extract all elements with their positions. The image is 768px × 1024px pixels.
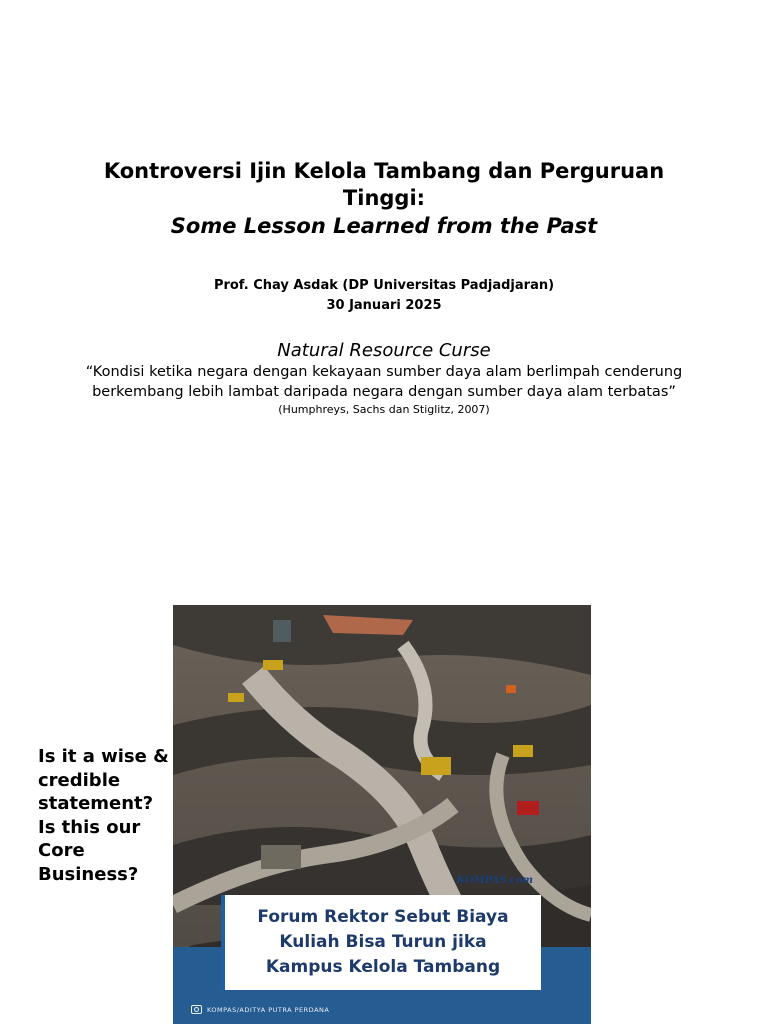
headline-line: Forum Rektor Sebut Biaya <box>257 907 509 927</box>
citation: (Humphreys, Sachs dan Stiglitz, 2007) <box>278 403 490 416</box>
question-text <box>38 745 178 886</box>
kompas-logo: KOMPAS.com <box>456 875 533 886</box>
headline-line: Kuliah Bisa Turun jika <box>279 932 487 952</box>
question-line: credible <box>38 769 121 791</box>
title-line-2: Tinggi: <box>342 186 426 210</box>
curse-heading: Natural Resource Curse <box>277 340 491 361</box>
question-line: Is it a wise & <box>38 746 169 767</box>
quote-line-2: berkembang lebih lambat daripada negara dengan sumber daya alam terbatas” <box>92 384 676 400</box>
mining-news-photo <box>173 605 591 1024</box>
presentation-date: 30 Januari 2025 <box>326 298 442 313</box>
photo-credit <box>191 1005 329 1014</box>
haul-truck <box>421 757 451 775</box>
headline-line: Kampus Kelola Tambang <box>265 957 501 977</box>
author-name: Prof. Chay Asdak (DP Universitas Padjadjaran) <box>213 278 555 293</box>
quote <box>40 362 728 402</box>
news-headline-box <box>221 895 541 990</box>
question-line: Business? <box>38 863 139 885</box>
camera-icon <box>191 1005 202 1014</box>
author-block <box>40 276 728 316</box>
photo-credit-text: KOMPAS/ADITYA PUTRA PERDANA <box>207 1005 330 1014</box>
title-line-1: Kontroversi Ijin Kelola Tambang dan Perguruan <box>103 159 665 183</box>
question-line: Is this our <box>38 816 141 838</box>
question-line: Core <box>38 840 85 861</box>
subtitle: Some Lesson Learned from the Past <box>170 214 598 238</box>
quote-line-1: “Kondisi ketika negara dengan kekayaan sumber daya alam berlimpah cenderung <box>85 364 683 380</box>
title-block <box>40 158 728 240</box>
question-line: statement? <box>38 793 154 814</box>
